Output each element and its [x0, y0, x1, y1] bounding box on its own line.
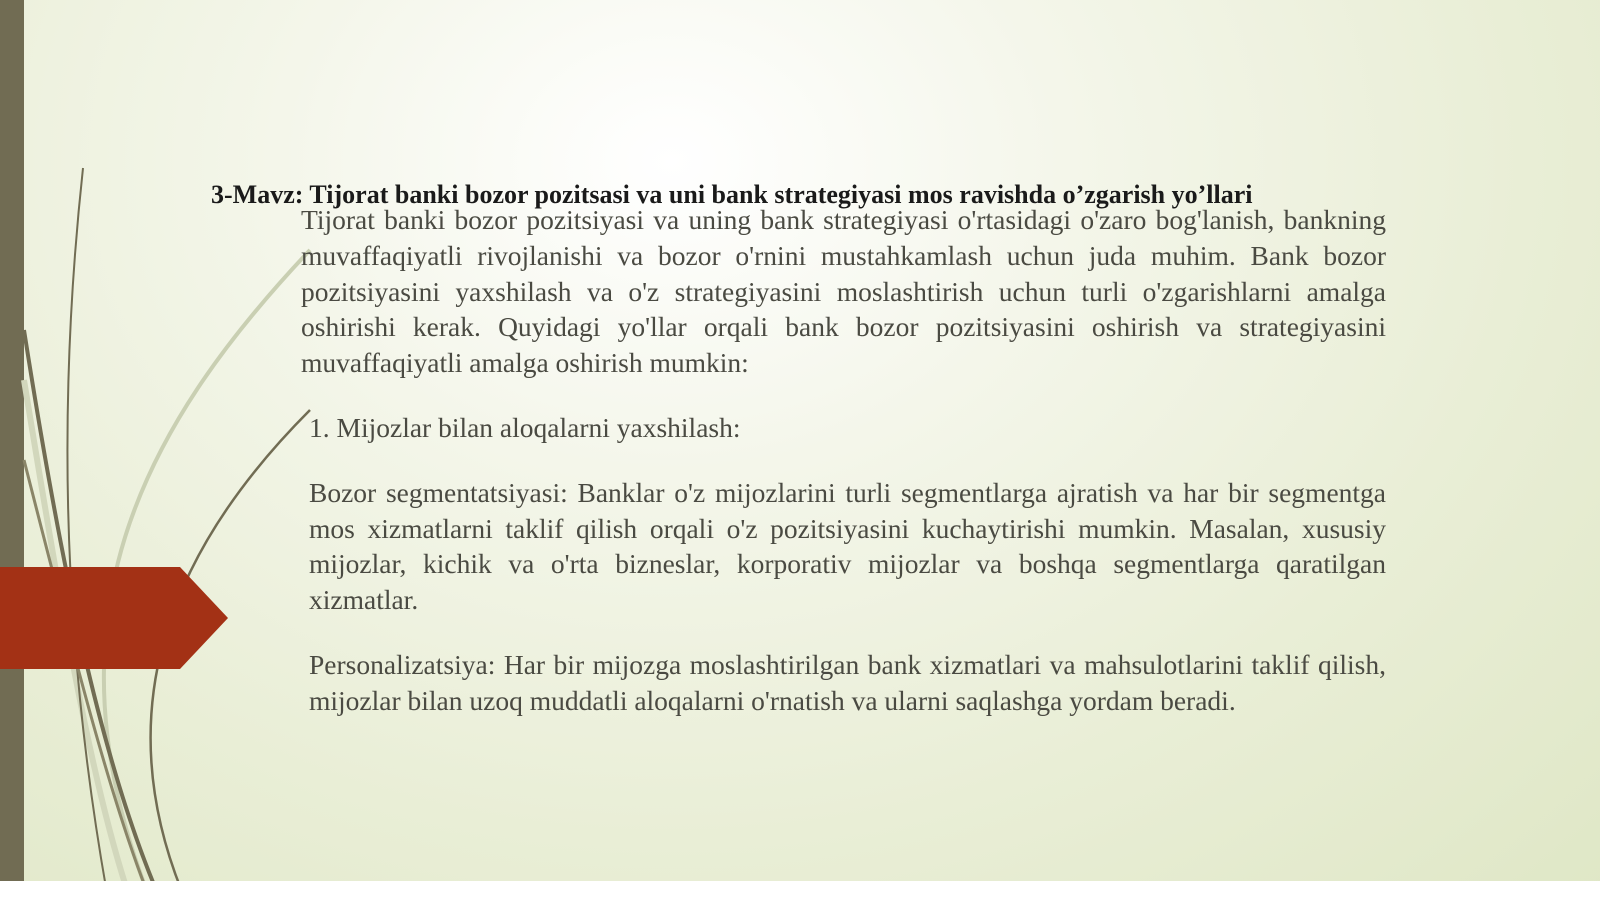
segmentation-paragraph: Bozor segmentatsiyasi: Banklar o'z mijozlarini turli segmentlarga ajratish va har bir segmentga mos xizmatlarni taklif qilish orqali o'z pozitsiyasini kuchaytirishi mumkin. Masalan, xususiy mijozlar, kichik va o'rta bizneslar, korporativ mijozlar va boshqa segmentlarga qaratilgan xizmatlar.: [309, 476, 1386, 616]
slide-body: [301, 202, 1386, 719]
slide-title: 3-Mavz: Tijorat banki bozor pozitsasi va uni bank strategiyasi mos ravishda o’zgarish yo’llari: [211, 180, 1253, 209]
intro-paragraph: Tijorat banki bozor pozitsiyasi va uning bank strategiyasi o'rtasidagi o'zaro bog'lanish, bankning muvaffaqiyatli rivojlanishi va bozor o'rnini mustahkamlash uchun juda muhim. Bank bozor pozitsiyasini yaxshilash va o'z strategiyasini moslashtirish uchun turli o'zgarishlarni amalga oshirishi kerak. Quyidagi yo'llar orqali bank bozor pozitsiyasini oshirish va strategiyasini muvaffaqiyatli amalga oshirish mumkin:: [301, 204, 1386, 379]
list-heading: 1. Mijozlar bilan aloqalarni yaxshilash:: [309, 411, 741, 443]
arrow-shape: [0, 567, 228, 669]
dark-curve-4: [24, 460, 150, 899]
decorative-curves: [0, 0, 320, 899]
personalization-paragraph: Personalizatsiya: Har bir mijozga moslashtirilgan bank xizmatlari va mahsulotlarini taklif qilish, mijozlar bilan uzoq muddatli aloqalarni o'rnatish va ularni saqlashga yordam beradi.: [309, 648, 1386, 716]
bottom-strip: [0, 881, 1600, 899]
